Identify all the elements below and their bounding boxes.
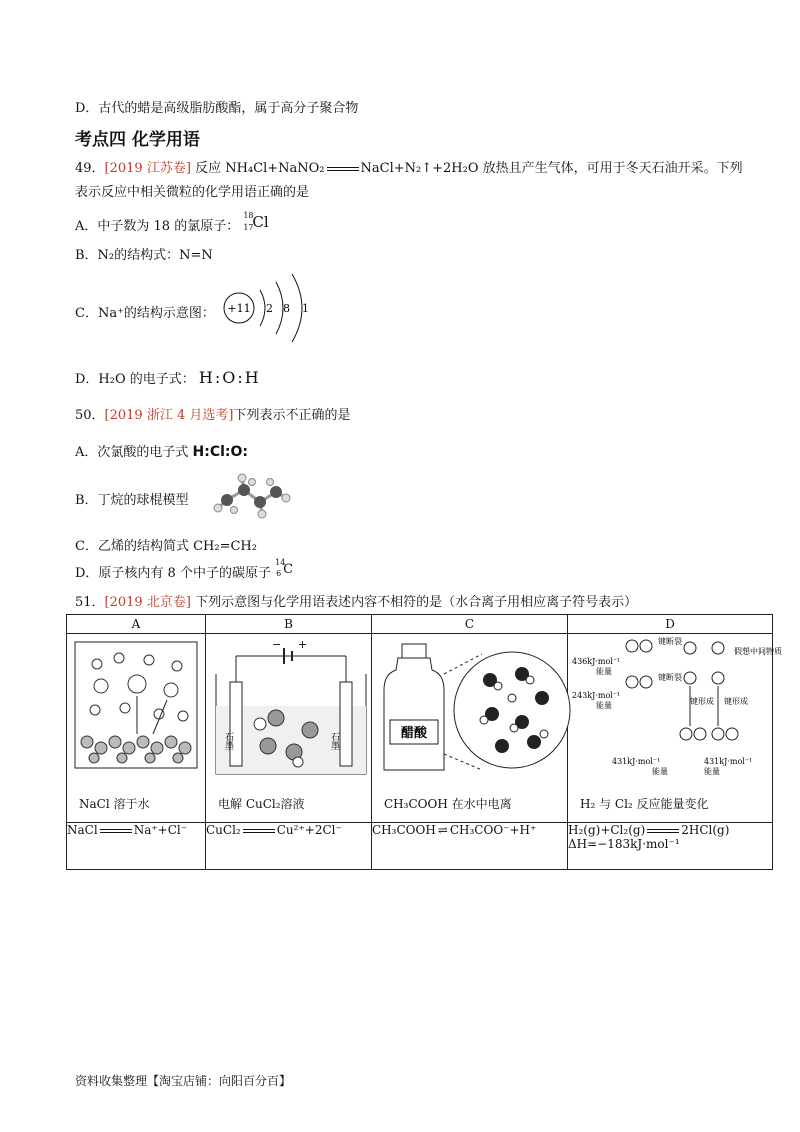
q49-option-b: B．N₂的结构式：N=N: [75, 248, 213, 263]
equal-sign-icon: [647, 829, 679, 833]
carbon-isotope: [275, 557, 297, 583]
q50-option-a-text: A．次氯酸的电子式: [75, 445, 189, 460]
eq-c-right: CH₃COO⁻+H⁺: [449, 823, 537, 837]
mass-number: 14: [275, 557, 286, 567]
equation-c: [372, 823, 568, 870]
figure-cell-d: [568, 634, 782, 823]
energy-sub-2: 能量: [596, 701, 612, 710]
section-title: 考点四 化学用语: [75, 130, 200, 150]
butane-ball-stick-model: [212, 472, 292, 520]
atomic-number: 17: [243, 222, 254, 232]
eq-a-right: Na⁺+Cl⁻: [133, 823, 188, 837]
q49-option-d: [75, 368, 261, 387]
label-bond-break-1: 键断裂: [658, 637, 682, 646]
energy-sub-1: 能量: [596, 667, 612, 676]
atomic-number: 6: [276, 568, 282, 578]
column-header-b: B: [206, 615, 372, 634]
nucleus-charge: +11: [227, 302, 251, 315]
energy-label-431-a: 431kJ·mol⁻¹: [612, 757, 661, 766]
figure-cell-b: [206, 634, 372, 823]
energy-sub-4: 能量: [704, 767, 720, 776]
q50-number: 50．: [75, 408, 105, 423]
q50-option-d-text: D．原子核内有 8 个中子的碳原子: [75, 566, 271, 581]
q49-source: [2019 江苏卷]: [104, 161, 191, 176]
equal-sign-icon: [100, 829, 132, 833]
label-bond-break-2: 键断裂: [658, 673, 682, 682]
element-symbol: C: [283, 561, 294, 577]
energy-change-figure: [568, 634, 782, 822]
table-header-row: [67, 615, 773, 634]
column-header-c: C: [372, 615, 568, 634]
label-bond-form-1: 键形成: [690, 697, 714, 706]
equation-b: [206, 823, 372, 870]
energy-label-243: 243kJ·mol⁻¹: [572, 691, 621, 700]
chlorine-isotope: [243, 210, 273, 237]
q50-stem-text: 下列表示不正确的是: [233, 408, 351, 423]
figure-cell-c: [372, 634, 568, 823]
q50-option-c: C．乙烯的结构简式 CH₂=CH₂: [75, 539, 257, 554]
eq-d-right: 2HCl(g): [681, 823, 730, 837]
label-bond-form-2: 键形成: [724, 697, 748, 706]
q51-table: [66, 614, 782, 870]
mass-number: 18: [243, 210, 254, 220]
shell-3-arc: [292, 274, 302, 342]
water-electron-formula: H:O:H: [198, 368, 261, 387]
anode-label: 石墨: [223, 732, 233, 750]
q49-stem-part1: 反应 NH₄Cl+NaNO₂: [195, 161, 325, 176]
column-header-d: D: [568, 615, 773, 634]
battery-minus: −: [272, 638, 282, 651]
q50-stem: [75, 404, 350, 423]
caption-b: 电解 CuCl₂溶液: [218, 797, 305, 811]
q51-stem: [75, 591, 637, 610]
q50-option-b: B．丁烷的球棍模型: [75, 493, 189, 508]
equation-row: [67, 823, 773, 870]
bottle-label: 醋酸: [400, 726, 428, 741]
q49-option-c: C．Na⁺的结构示意图：: [75, 306, 215, 321]
eq-b-left: CuCl₂: [206, 823, 241, 837]
column-header-a: A: [67, 615, 206, 634]
q50-source: [2019 浙江 4 月选考]: [104, 408, 234, 423]
equilibrium-arrow-icon: ⇌: [437, 823, 448, 837]
shell-2-count: 8: [283, 302, 290, 315]
q49-option-d-text: D．H₂O 的电子式：: [75, 372, 195, 387]
energy-sub-3: 能量: [652, 767, 668, 776]
equation-d: [568, 823, 773, 870]
q51-stem-text: 下列示意图与化学用语表述内容不相符的是（水合离子用相应离子符号表示）: [195, 595, 638, 610]
equation-a: [67, 823, 206, 870]
q48-option-d: D．古代的蜡是高级脂肪酸酯，属于高分子聚合物: [75, 101, 359, 116]
eq-c-left: CH₃COOH: [372, 823, 436, 837]
shell-1-arc: [260, 290, 265, 326]
caption-c: CH₃COOH 在水中电离: [384, 797, 512, 811]
q51-source: [2019 北京卷]: [104, 595, 191, 610]
q49-option-a-text: A．中子数为 18 的氯原子：: [75, 219, 240, 234]
equal-sign-icon: [243, 829, 275, 833]
eq-b-right: Cu²⁺+2Cl⁻: [276, 823, 342, 837]
hclo-electron-formula: H:Cl:O:: [192, 444, 249, 460]
q49-stem-part2: NaCl+N₂↑+2H₂O 放热且产生气体，可用于冬天石油开采。下列: [360, 161, 743, 176]
shell-3-count: 1: [302, 302, 309, 315]
energy-label-431-b: 431kJ·mol⁻¹: [704, 757, 753, 766]
electrolysis-figure: [206, 634, 371, 822]
figure-cell-a: [67, 634, 206, 823]
acetic-acid-figure: [372, 634, 567, 822]
caption-a: NaCl 溶于水: [79, 797, 150, 811]
na-ion-structure-diagram: [222, 268, 322, 348]
shell-2-arc: [276, 282, 283, 334]
cathode-label: 石墨: [329, 732, 339, 750]
q51-number: 51．: [75, 595, 105, 610]
figure-row: [67, 634, 773, 823]
q49-stem: [75, 157, 743, 176]
eq-a-left: NaCl: [67, 823, 98, 837]
label-hypothetical: 假想中间物质: [734, 647, 782, 656]
q49-number: 49．: [75, 161, 105, 176]
q49-option-a: [75, 210, 273, 237]
footer: 资料收集整理【淘宝店铺：向阳百分百】: [75, 1074, 292, 1088]
q50-option-a: [75, 441, 248, 460]
shell-1-count: 2: [266, 302, 273, 315]
q49-stem-line2: 表示反应中相关微粒的化学用语正确的是: [75, 185, 310, 200]
q50-option-d: [75, 557, 297, 583]
element-symbol: Cl: [252, 212, 269, 231]
energy-label-436: 436kJ·mol⁻¹: [572, 657, 621, 666]
eq-d-enthalpy: ΔH=−183kJ·mol⁻¹: [568, 837, 680, 851]
caption-d: H₂ 与 Cl₂ 反应能量变化: [580, 797, 709, 811]
battery-plus: +: [298, 638, 308, 651]
nacl-dissolution-figure: [67, 634, 205, 822]
equal-sign-icon: [327, 167, 359, 171]
eq-d-left: H₂(g)+Cl₂(g): [568, 823, 646, 837]
